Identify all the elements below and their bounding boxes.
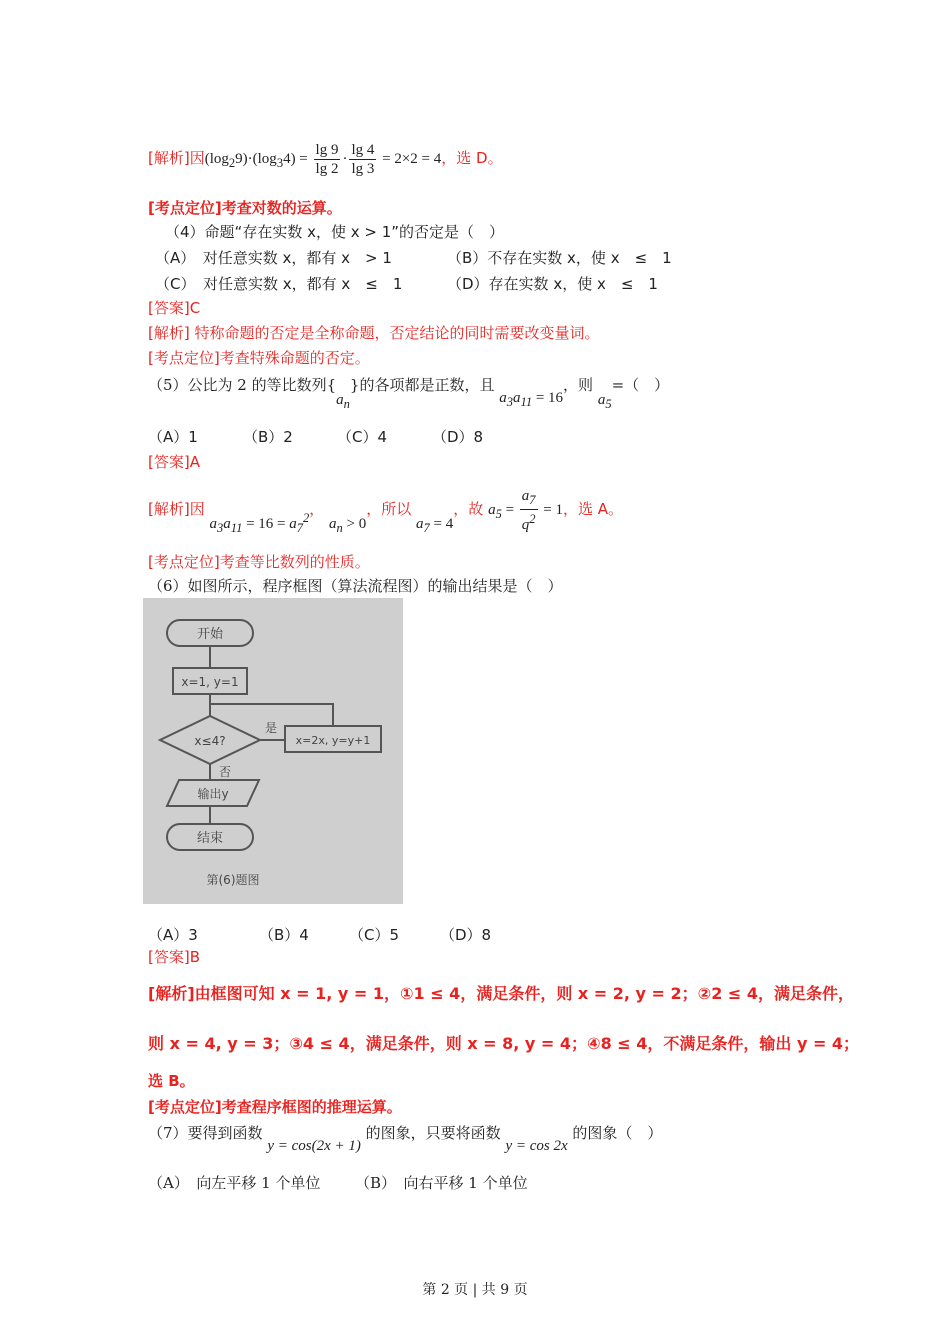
q4-point: [考点定位]考查特殊命题的否定。: [148, 349, 370, 367]
q5-option-c: （C）4: [337, 428, 388, 446]
q5-point: [考点定位]考查等比数列的性质。: [148, 553, 370, 571]
q5-stem-d: =（ ）: [611, 376, 670, 394]
q5-option-b: （B）2: [243, 428, 293, 446]
q6-point: [考点定位]考查程序框图的推理运算。: [148, 1098, 402, 1116]
q5-analysis-label: [解析]因: [148, 499, 205, 518]
q3-analysis: [148, 136, 503, 180]
q5-option-d: （D）8: [432, 428, 484, 446]
q7-stem: [148, 1122, 662, 1156]
q6-answer: [答案]B: [148, 948, 200, 966]
q4-option-d: （D）存在实数 x，使 x ≤ 1: [447, 275, 658, 293]
q5-therefore: ，故: [453, 499, 484, 518]
q5-eq2: $a_n > 0$: [329, 515, 367, 535]
q6-option-d: （D）8: [440, 926, 492, 944]
q7-stem-b: 的图象，只要将函数: [365, 1124, 501, 1142]
q3-point: [考点定位]考查对数的运算。: [148, 199, 342, 217]
analysis-suffix: ，选 D。: [441, 149, 503, 167]
q5-stem: [148, 374, 669, 414]
q6-analysis-line-1: [解析]由框图可知 x = 1, y = 1，①1 ≤ 4，满足条件，则 x = 2, y = 2；②2 ≤ 4，满足条件，: [148, 984, 855, 1003]
q7-func1: y = cos(2x + 1): [267, 1138, 361, 1154]
q6-option-b: （B）4: [259, 926, 309, 944]
q7-stem-c: 的图象（ ）: [572, 1124, 663, 1142]
flow-end-label: 结束: [196, 831, 224, 846]
q4-stem: （4）命题“存在实数 x，使 x > 1”的否定是（ ）: [165, 223, 505, 241]
a5: $a_5$: [597, 392, 612, 411]
q4-option-c: （C） 对任意实数 x，都有 x ≤ 1: [155, 275, 403, 293]
q5-analysis: [解析]因 $a_3a_{11} = 16 = a_7^2$， $a_n > 0$，所以 $a_7 = 4$，故 $a_5$ = $\frac{a_7}{q^2}$ = 1，选 A。: [148, 488, 624, 535]
q5-eq1: $a_3a_{11} = 16 = a_7^2$: [209, 510, 310, 535]
q6-analysis-line-2: 则 x = 4, y = 3；③4 ≤ 4，满足条件，则 x = 8, y = 4；④8 ≤ 4，不满足条件，输出 y = 4；: [148, 1034, 860, 1053]
q7-stem-a: （7）要得到函数: [148, 1124, 263, 1142]
flow-yes-label: 是: [264, 721, 278, 735]
flow-no-label: 否: [218, 765, 232, 779]
q6-stem: （6）如图所示，程序框图（算法流程图）的输出结果是（ ）: [148, 577, 563, 595]
q5-eq4: $a_5$ = $\frac{a_7}{q^2}$ = 1: [488, 488, 563, 533]
q4-option-b: （B）不存在实数 x，使 x ≤ 1: [447, 249, 672, 267]
q7-option-b: （B） 向右平移 1 个单位: [355, 1174, 528, 1192]
q6-option-c: （C）5: [349, 926, 400, 944]
page-footer: 第 2 页 | 共 9 页: [422, 1282, 528, 1298]
q5-so: ，所以: [366, 499, 412, 518]
flow-cond-label: x≤4?: [194, 734, 226, 748]
flow-update-label: x=2x, y=y+1: [295, 734, 371, 747]
flowchart-figure: [143, 598, 403, 904]
q5-eq3: $a_7 = 4$: [416, 515, 454, 535]
q5-choose: ，选 A。: [563, 499, 624, 518]
q5-answer: [答案]A: [148, 453, 200, 471]
flow-output-label: 输出y: [197, 787, 229, 801]
flow-init-label: x=1, y=1: [181, 675, 239, 689]
q6-analysis-line-3: 选 B。: [148, 1072, 195, 1090]
q5-stem-b: }的各项都是正数，且: [349, 376, 495, 394]
q7-func2: y = cos 2x: [505, 1138, 568, 1154]
q5-stem-a: （5）公比为 2 的等比数列{: [148, 376, 337, 394]
q4-analysis: [解析] 特称命题的否定是全称命题，否定结论的同时需要改变量词。: [148, 324, 600, 342]
analysis-prefix: 因: [189, 149, 205, 167]
a-n: $a_n$: [336, 392, 350, 411]
analysis-label: [解析]: [148, 149, 190, 167]
q7-option-a: （A） 向左平移 1 个单位: [148, 1174, 321, 1192]
q6-option-a: （A）3: [148, 926, 198, 944]
flow-start-label: 开始: [196, 627, 224, 642]
a3a11-eq: $a_3a_{11} = 16$: [499, 390, 564, 409]
q5-stem-c: ，则: [563, 376, 594, 394]
q4-option-a: （A） 对任意实数 x，都有 x > 1: [155, 249, 392, 267]
q5-option-a: （A）1: [148, 428, 198, 446]
q4-answer: [答案]C: [148, 299, 201, 317]
log-formula: $(\log_29)\cdot(\log_34)$ = $\frac{\lg 9}{\lg 2}$ · $\frac{\lg 4}{\lg 3}$ = 2×2 = 4: [204, 142, 442, 178]
flow-caption: 第(6)题图: [206, 873, 260, 887]
